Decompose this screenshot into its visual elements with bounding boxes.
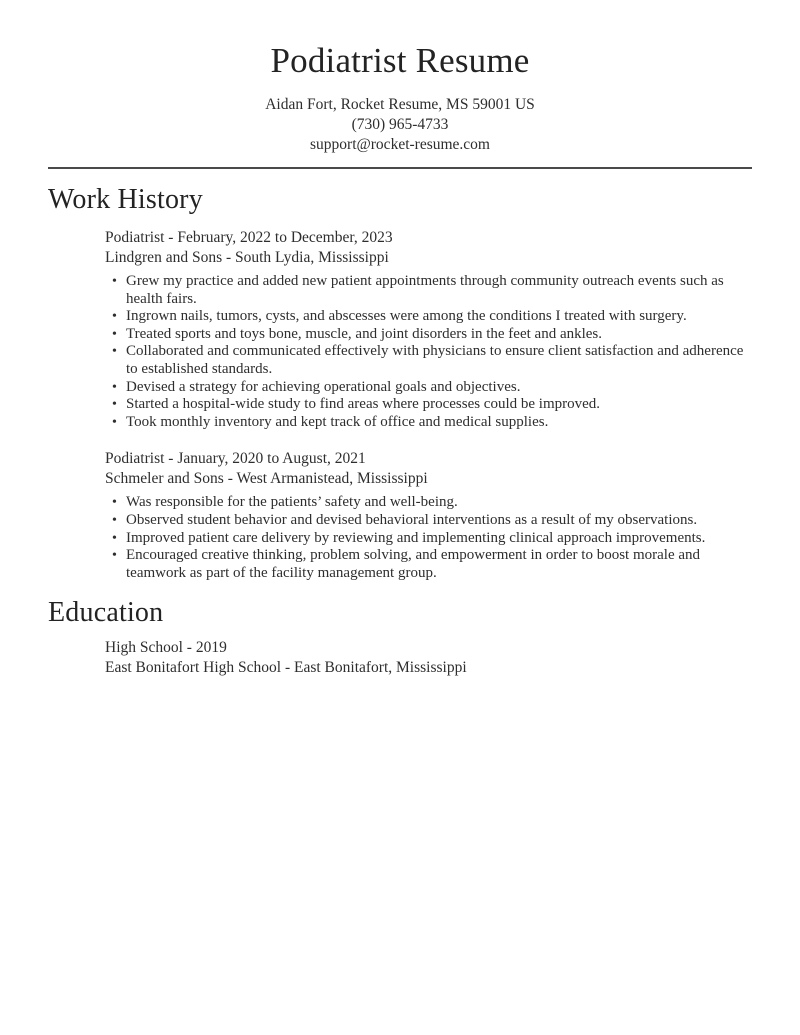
work-history-body — [105, 228, 752, 582]
header-divider — [48, 167, 752, 169]
job-company-line: Lindgren and Sons - South Lydia, Mississippi — [105, 248, 389, 266]
bullet-item: • Was responsible for the patients’ safety and well-being. — [112, 494, 752, 512]
bullet-item: • Devised a strategy for achieving operational goals and objectives. — [112, 379, 752, 397]
bullet-item: • Took monthly inventory and kept track of office and medical supplies. — [112, 414, 752, 432]
bullet-item: • Collaborated and communicated effectively with physicians to ensure client satisfaction and adherence to established standards. — [112, 343, 752, 378]
job-title-line: Podiatrist - February, 2022 to December, 2023 — [105, 229, 393, 246]
page-title: Podiatrist Resume — [270, 41, 530, 80]
contact-phone: (730) 965-4733 — [351, 116, 449, 133]
resume-header — [0, 0, 800, 155]
education-body — [105, 638, 752, 677]
section-education — [48, 596, 752, 677]
contact-address: Aidan Fort, Rocket Resume, MS 59001 US — [265, 96, 535, 113]
education-heading: Education — [48, 597, 164, 629]
bullet-item: • Started a hospital-wide study to find areas where processes could be improved. — [112, 396, 752, 414]
education-school-line: East Bonitafort High School - East Bonitafort, Mississippi — [105, 658, 467, 676]
job-entry — [105, 449, 752, 582]
bullet-item: • Observed student behavior and devised behavioral interventions as a result of my observations. — [112, 512, 752, 530]
education-entry — [105, 638, 752, 677]
job-entry — [105, 228, 752, 431]
education-degree-line: High School - 2019 — [105, 639, 227, 657]
job-title-line: Podiatrist - January, 2020 to August, 2021 — [105, 450, 366, 468]
job-company-line: Schmeler and Sons - West Armanistead, Mississippi — [105, 469, 428, 487]
job-bullet-list — [105, 494, 752, 582]
work-history-heading: Work History — [48, 184, 203, 215]
contact-email: support@rocket-resume.com — [310, 136, 490, 153]
job-bullet-list — [105, 273, 752, 431]
bullet-item: • Ingrown nails, tumors, cysts, and abscesses were among the conditions I treated with surgery. — [112, 308, 752, 326]
bullet-item: • Grew my practice and added new patient appointments through community outreach events such as health fairs. — [112, 273, 752, 308]
bullet-item: • Treated sports and toys bone, muscle, and joint disorders in the feet and ankles. — [112, 326, 752, 344]
bullet-item: • Improved patient care delivery by reviewing and implementing clinical approach improvements. — [112, 530, 752, 548]
section-work-history — [48, 183, 752, 582]
bullet-item: • Encouraged creative thinking, problem solving, and empowerment in order to boost morale and teamwork as part of the facility management group. — [112, 547, 752, 582]
